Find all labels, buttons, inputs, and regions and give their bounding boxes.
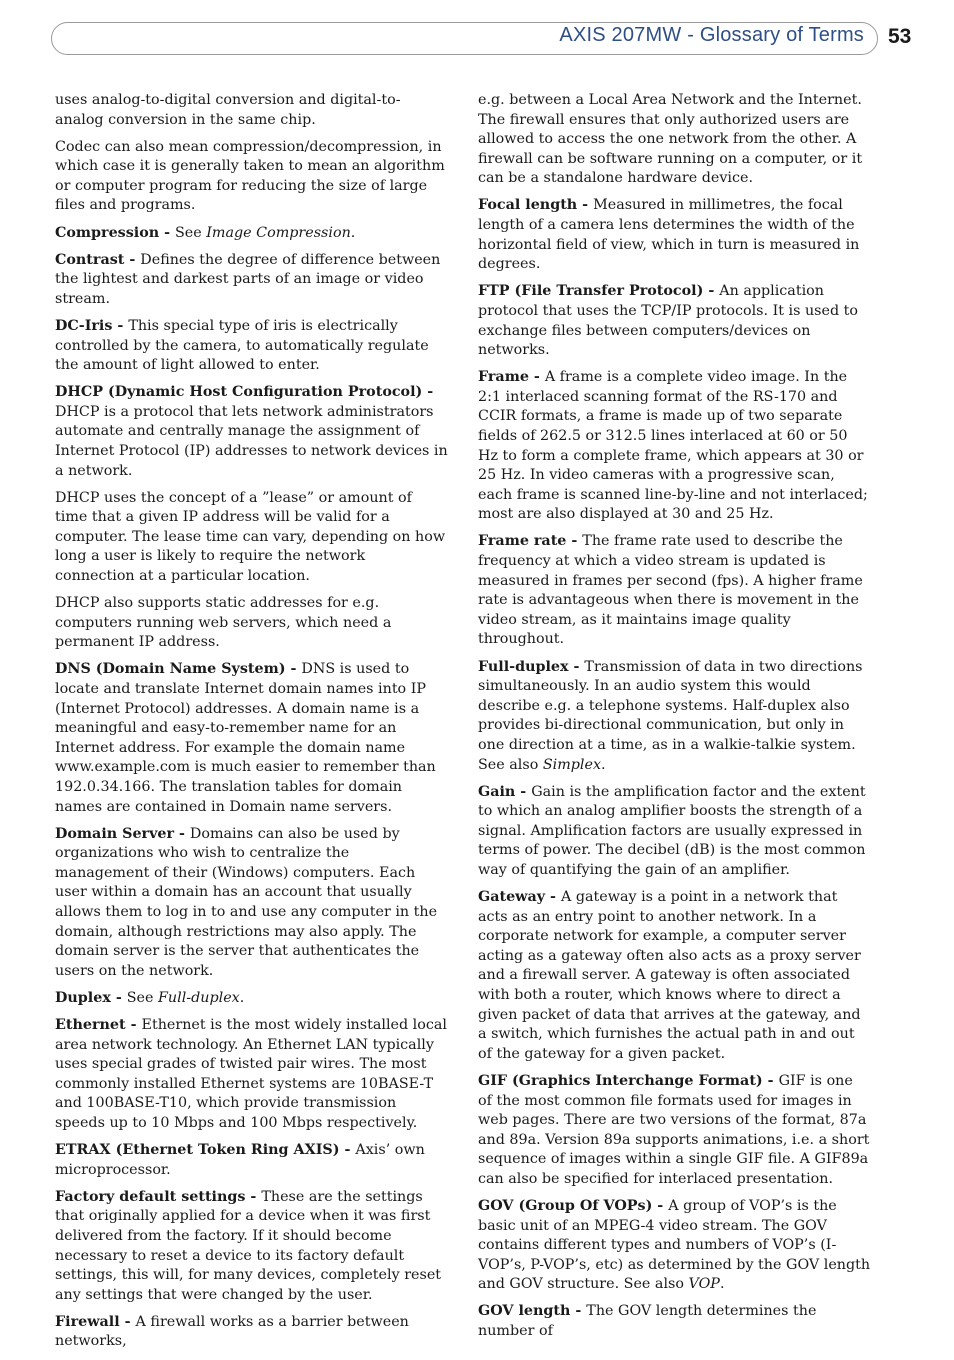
glossary-term: ETRAX (Ethernet Token Ring AXIS) - — [55, 1142, 356, 1159]
entry-tail: . — [601, 756, 606, 773]
glossary-term: DHCP (Dynamic Host Configuration Protocol) - — [55, 384, 434, 401]
right-column — [478, 91, 871, 1349]
glossary-term: Gain - — [478, 783, 532, 800]
glossary-entry — [478, 196, 871, 274]
page-number: 53 — [888, 25, 912, 48]
glossary-definition: Codec can also mean compression/decompression, in which case it is generally taken to mean an algorithm or computer program for reducing the size of large files and programs. — [55, 138, 445, 214]
left-column — [55, 91, 448, 1360]
glossary-entry — [478, 91, 871, 189]
glossary-term: Ethernet - — [55, 1017, 142, 1034]
glossary-definition: See — [175, 224, 207, 241]
entry-tail: . — [350, 224, 356, 241]
glossary-definition: Defines the degree of difference between the lightest and darkest parts of an image or video stream. — [55, 251, 441, 307]
glossary-term: DC-Iris - — [55, 317, 129, 334]
glossary-definition: e.g. between a Local Area Network and the Internet. The firewall ensures that only authorized users are allowed to access the one network from the other. A firewall can be software running on a computer, or it can be a standalone hardware device. — [478, 92, 863, 187]
glossary-term: Contrast - — [55, 251, 141, 268]
glossary-definition: DNS is used to locate and translate Internet domain names into IP (Internet Protocol) addresses. A domain name is a meaningful and easy-to-remember name for an Internet address. For example the domain name www.example.com is much easier to remember than 192.0.34.166. The translation tables for domain names are contained in Domain name servers. — [55, 661, 436, 815]
glossary-definition: See — [126, 989, 158, 1006]
glossary-term: FTP (File Transfer Protocol) - — [478, 283, 720, 300]
glossary-entry — [55, 1016, 448, 1134]
glossary-term: Compression - — [55, 224, 176, 241]
glossary-entry — [478, 888, 871, 1064]
glossary-entry — [478, 368, 871, 525]
glossary-term: Gateway - — [478, 889, 561, 906]
glossary-entry — [55, 594, 448, 653]
glossary-term: Firewall - — [55, 1313, 136, 1330]
glossary-entry — [55, 989, 448, 1009]
entry-tail: . — [719, 1276, 725, 1293]
cross-reference: VOP — [688, 1276, 720, 1293]
glossary-entry — [55, 224, 448, 244]
glossary-entry — [478, 1302, 871, 1341]
glossary-definition: Gain is the amplification factor and the extent to which an analog amplifier boosts the strength of a signal. Amplification factors are usually expressed in terms of power. The decibel (dB) is the most common way of quantifying the gain of an amplifier. — [478, 783, 866, 878]
glossary-entry — [478, 783, 871, 881]
glossary-definition: A frame is a complete video image. In the 2:1 interlaced scanning format of the RS-170 and CCIR formats, a frame is made up of two separate fields of 262.5 or 312.5 lines interlaced at 60 or 50 Hz to form a complete frame, which appears at 30 or 25 Hz. In video cameras with a progressive scan, each frame is scanned line-by-line and not interlaced; most are also displayed at 30 and 25 Hz. — [478, 369, 868, 523]
page-title: AXIS 207MW - Glossary of Terms — [559, 24, 864, 46]
glossary-definition: A gateway is a point in a network that acts as an entry point to another network. In a corporate network for example, a computer server acting as a gateway often also acts as a proxy server and a firewall server. A gateway is often associated with both a router, which knows where to direct a given packet of data that arrives at the gateway, and a switch, which furnishes the actual path in and out of the gateway for a given packet. — [478, 889, 861, 1062]
entry-tail: . — [239, 989, 245, 1006]
glossary-entry — [55, 825, 448, 982]
glossary-definition: Transmission of data in two directions simultaneously. In an audio system this would describe e.g. a telephone systems. Half-duplex also provides bi-directional communication, but only in one direction at a time, as in a walkie-talkie system. See also — [478, 658, 863, 773]
glossary-term: DNS (Domain Name System) - — [55, 661, 302, 678]
glossary-term: Frame - — [478, 369, 545, 386]
glossary-definition: uses analog-to-digital conversion and digital-to-analog conversion in the same chip. — [55, 92, 401, 128]
glossary-entry — [55, 251, 448, 310]
glossary-definition: GIF is one of the most common file formats used for images in web pages. There are two versions of the format, 87a and 89a. Version 89a supports animations, i.e. a short sequence of images within a single GIF file. A GIF89a can also be specified for interlaced presentation. — [478, 1072, 870, 1187]
glossary-entry — [55, 138, 448, 216]
glossary-definition: DHCP is a protocol that lets network administrators automate and centrally manage the assignment of Internet Protocol (IP) addresses to network devices in a network. — [55, 403, 448, 479]
glossary-term: GOV (Group Of VOPs) - — [478, 1197, 669, 1214]
glossary-entry — [55, 660, 448, 817]
glossary-term: Full-duplex - — [478, 658, 585, 675]
glossary-definition: Ethernet is the most widely installed local area network technology. An Ethernet LAN typically uses special grades of twisted pair wires. The most commonly installed Ethernet systems are 10BASE-T and 100BASE-T10, which provide transmission speeds up to 10 Mbps and 100 Mbps respectively. — [55, 1017, 447, 1131]
glossary-entry — [478, 1072, 871, 1190]
glossary-definition: A firewall works as a barrier between networks, — [55, 1313, 409, 1350]
glossary-term: Domain Server - — [55, 825, 190, 842]
glossary-entry — [55, 1188, 448, 1306]
glossary-definition: These are the settings that originally applied for a device when it was first delivered from the factory. If it should become necessary to reset a device to its factory default settings, this will, for many devices, completely reset any settings that were changed by the user. — [55, 1188, 442, 1303]
glossary-definition: This special type of iris is electrically controlled by the camera, to automatically regulate the amount of light allowed to enter. — [55, 317, 429, 374]
glossary-definition: Measured in millimetres, the focal length of a camera lens determines the width of the horizontal field of view, which in turn is measured in degrees. — [478, 197, 860, 273]
glossary-term: Duplex - — [55, 989, 127, 1006]
glossary-entry — [478, 1197, 871, 1295]
cross-reference: Simplex — [542, 756, 602, 773]
glossary-entry — [55, 1141, 448, 1180]
glossary-entry — [55, 317, 448, 376]
glossary-term: Frame rate - — [478, 533, 583, 550]
glossary-definition: A group of VOP’s is the basic unit of an MPEG-4 video stream. The GOV contains different types and numbers of VOP’s (I-VOP’s, P-VOP’s, etc) as determined by the GOV length and GOV structure. See also — [478, 1197, 871, 1293]
glossary-definition: DHCP uses the concept of a ”lease” or amount of time that a given IP address will be valid for a computer. The lease time can vary, depending on how long a user is likely to require the network connection at a particular location. — [55, 489, 446, 585]
glossary-definition: DHCP also supports static addresses for e.g. computers running web servers, which need a permanent IP address. — [55, 595, 392, 651]
glossary-definition: Domains can also be used by organizations who wish to centralize the management of their (Windows) computers. Each user within a domain has an account that usually allows them to log in to and use any computer in the domain, although restrictions may also apply. The domain server is the server that authenticates the users on the network. — [55, 825, 438, 979]
glossary-entry — [55, 383, 448, 481]
glossary-definition: The GOV length determines the number of — [478, 1303, 817, 1340]
glossary-entry — [478, 532, 871, 650]
glossary-entry — [55, 91, 448, 130]
glossary-term: Focal length - — [478, 197, 594, 214]
cross-reference: Image Compression — [206, 224, 351, 241]
cross-reference: Full-duplex — [158, 989, 240, 1006]
glossary-definition: An application protocol that uses the TCP/IP protocols. It is used to exchange files between computers/devices on networks. — [478, 283, 859, 359]
glossary-definition: Axis’ own microprocessor. — [55, 1142, 425, 1178]
glossary-entry — [55, 1313, 448, 1352]
glossary-entry — [55, 489, 448, 587]
glossary-definition: The frame rate used to describe the frequency at which a video stream is updated is measured in frames per second (fps). A higher frame rate is advantageous when there is movement in the video stream, as it maintains image quality throughout. — [478, 533, 863, 648]
glossary-term: GIF (Graphics Interchange Format) - — [478, 1072, 779, 1089]
glossary-entry — [478, 282, 871, 360]
glossary-entry — [478, 658, 871, 776]
glossary-term: GOV length - — [478, 1303, 587, 1320]
glossary-term: Factory default settings - — [55, 1188, 262, 1205]
